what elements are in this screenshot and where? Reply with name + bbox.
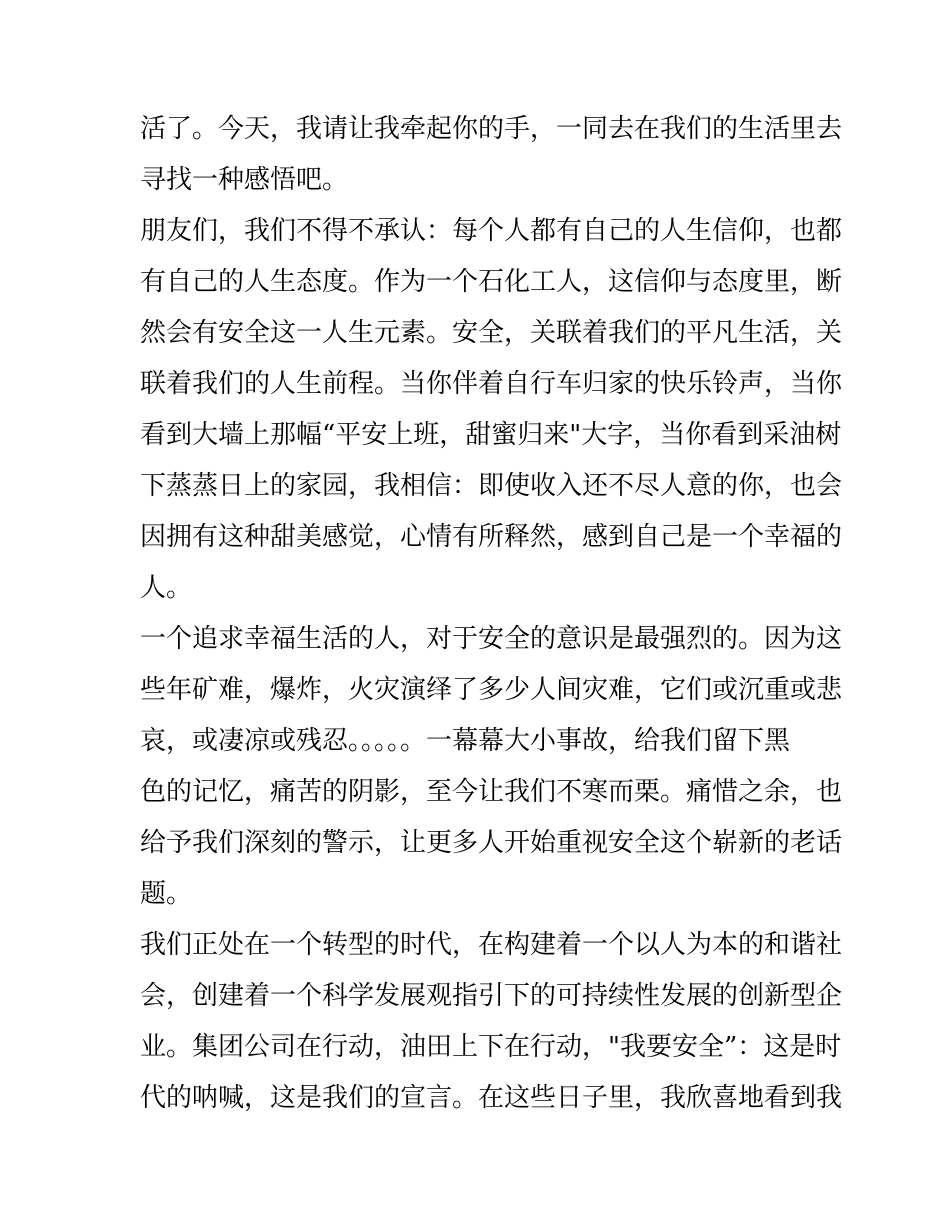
text-line: 然会有安全这一人生元素。安全，关联着我们的平凡生活，关 — [140, 318, 843, 348]
text-line: 因拥有这种甜美感觉，心情有所释然，感到自己是一个幸福的 — [140, 522, 843, 552]
body-text — [140, 104, 843, 1124]
text-line: 给予我们深刻的警示，让更多人开始重视安全这个崭新的老话 — [140, 828, 843, 858]
text-line: 代的呐喊，这是我们的宣言。在这些日子里，我欣喜地看到我 — [140, 1083, 843, 1113]
text-line: 会，创建着一个科学发展观指引下的可持续性发展的创新型企 — [140, 981, 843, 1011]
text-line: 朋友们，我们不得不承认：每个人都有自己的人生信仰，也都 — [140, 216, 843, 246]
text-line: 哀，或凄凉或残忍。。。。。一幕幕大小事故，给我们留下黑 — [140, 726, 791, 756]
text-line: 有自己的人生态度。作为一个石化工人，这信仰与态度里，断 — [140, 267, 843, 297]
text-line: 一个追求幸福生活的人，对于安全的意识是最强烈的。因为这 — [140, 624, 843, 654]
text-line: 寻找一种感悟吧。 — [140, 165, 349, 195]
text-line: 色的记忆，痛苦的阴影，至今让我们不寒而栗。痛惜之余，也 — [140, 777, 843, 807]
text-line: 联着我们的人生前程。当你伴着自行车归家的快乐铃声，当你 — [140, 369, 843, 399]
text-line: 下蒸蒸日上的家园，我相信：即使收入还不尽人意的你，也会 — [140, 471, 843, 501]
text-line: 人。 — [140, 573, 193, 603]
text-line: 业。集团公司在行动，油田上下在行动，"我要安全”：这是时 — [140, 1032, 842, 1062]
text-line: 我们正处在一个转型的时代，在构建着一个以人为本的和谐社 — [140, 930, 843, 960]
text-line: 看到大墙上那幅“平安上班，甜蜜归来"大字，当你看到采油树 — [140, 420, 842, 450]
text-line: 题。 — [140, 879, 193, 909]
text-line: 活了。今天，我请让我牵起你的手，一同去在我们的生活里去 — [140, 114, 843, 144]
text-line: 些年矿难，爆炸，火灾演绎了多少人间灾难，它们或沉重或悲 — [140, 675, 843, 705]
